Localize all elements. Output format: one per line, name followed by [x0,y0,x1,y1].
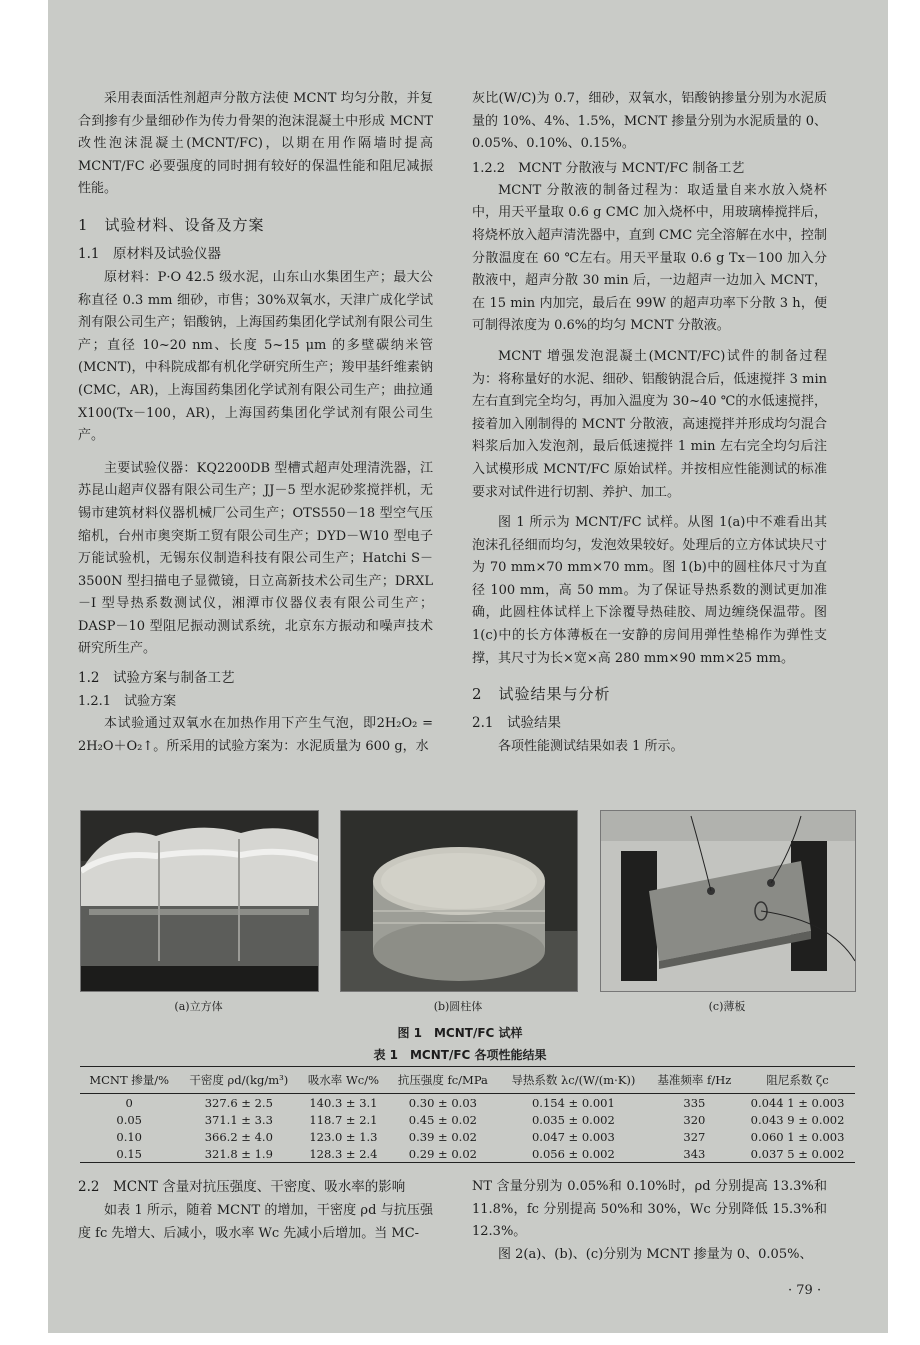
table-cell: 0.05 [116,1112,142,1127]
table-title: 表 1 MCNT/FC 各项性能结果 [373,1048,547,1062]
bottom-right-column [472,1176,827,1266]
table-header: MCNT 掺量/% [80,1067,178,1094]
figure-2-intro: 图 2(a)、(b)、(c)分别为 MCNT 掺量为 0、0.05%、 [498,1246,813,1262]
table-cell: 321.8 ± 1.9 [178,1145,299,1163]
table-cell: 366.2 ± 4.0 [204,1129,273,1144]
table-header-row [80,1067,855,1094]
table-cell: 0.056 ± 0.002 [498,1145,648,1163]
bottom-left-column [78,1176,433,1245]
table-cell: 0.154 ± 0.001 [531,1095,615,1110]
table-cell: 0.060 1 ± 0.003 [750,1129,845,1144]
figure-description-paragraph: 图 1 所示为 MCNT/FC 试样。从图 1(a)中不难看出其泡沫孔径细而均匀，发泡效果较好。处理后的立方体试块尺寸为 70 mm×70 mm×70 mm。图 1(b)中的圆柱体尺寸为直径 100 mm，高 50 mm。为了保证导热系数的测试更加准确，此圆柱体试样上下涂覆导热硅胶、周边缠绕保温带。图 1(c)中的长方体薄板在一安静的房间用弹性垫棉作为弹性支撑，其尺寸为长×宽×高 280 mm×90 mm×25 mm。 [472,515,827,666]
table-cell: 371.1 ± 3.3 [204,1112,273,1127]
section-2-1-heading: 2.1 试验结果 [472,715,561,732]
table-cell: 118.7 ± 2.1 [309,1112,378,1127]
table-row [80,1111,855,1128]
figure-1 [80,810,855,1013]
table-cell: 0.043 9 ± 0.002 [750,1112,845,1127]
section-2-2-heading: 2.2 MCNT 含量对抗压强度、干密度、吸水率的影响 [78,1179,406,1195]
table-cell: 0.39 ± 0.02 [408,1129,477,1144]
section-1-heading: 1 试验材料、设备及方案 [78,215,265,234]
page-number: · 79 · [788,1283,822,1298]
table-header: 吸水率 Wc/% [299,1067,387,1094]
scheme-paragraph: 本试验通过双氧水在加热作用下产生气泡，即2H₂O₂ = 2H₂O＋O₂↑。所采用的试验方案为：水泥质量为 600 g，水 [78,716,433,754]
preparation-paragraph: MCNT 增强发泡混凝土(MCNT/FC)试件的制备过程为：将称量好的水泥、细砂、铝酸钠混合后，低速搅拌 3 min 左右直到完全均匀，再加入温度为 30~40 ℃的水低速搅拌，接着加入刚制得的 MCNT 分散液，高速搅拌并形成均匀混合料浆后加入发泡剂，最后低速搅拌 1 min 左右完全均匀后注入试模形成 MCNT/FC 原始试样。并按相应性能测试的标准要求对试件进行切割、养护、加工。 [472,348,827,500]
section-1-1-heading: 1.1 原材料及试验仪器 [78,245,221,262]
table-cell: 0.037 5 ± 0.002 [740,1145,855,1163]
table-cell: 140.3 ± 3.1 [309,1095,378,1110]
table-cell: 128.3 ± 2.4 [299,1145,387,1163]
table-header: 导热系数 λc/(W/(m·K)) [498,1067,648,1094]
table-row [80,1094,855,1112]
dispersion-paragraph: MCNT 分散液的制备过程为：取适量自来水放入烧杯中，用天平量取 0.6 g CMC 加入烧杯中，用玻璃棒搅拌后，将烧杯放入超声清洗器中，直到 CMC 完全溶解在水中，控制分散温度在 60 ℃左右。用天平量取 0.6 g Tx－100 加入分散液中，超声分散 30 min 后，一边超声一边加入 MCNT，在 15 min 内加完，最后在 99W 的超声功率下分散 3 h，便可制得浓度为 0.6%的均匀 MCNT 分散液。 [472,182,827,334]
caption-a: (a)立方体 [174,1000,223,1013]
section-1-2-1-heading: 1.2.1 试验方案 [78,694,177,710]
section-2-2-continued: NT 含量分别为 0.05%和 0.10%时，ρd 分别提高 13.3%和 11.8%，fc 分别提高 50%和 30%，Wc 分别降低 15.3%和 12.3%。 [472,1179,827,1240]
instruments-paragraph: 主要试验仪器：KQ2200DB 型槽式超声处理清洗器，江苏昆山超声仪器有限公司生产；JJ－5 型水泥砂浆搅拌机，无锡市建筑材料仪器机械厂公司生产；OTS550－18 型空气压缩机，台州市奥突斯工贸有限公司生产；DYD－W10 型电子万能试验机，无锡东仪制造科技有限公司生产；Hatchi S－3500N 型扫描电子显微镜，日立高新技术公司生产；DRXL－I 型导热系数测试仪，湘潭市仪器仪表有限公司生产；DASP－10 型阻尼振动测试系统，北京东方振动和噪声技术研究所生产。 [78,460,433,657]
left-column [78,88,433,758]
table-header: 阻尼系数 ζc [740,1067,855,1094]
table-cell: 0.15 [80,1145,178,1163]
results-table [80,1066,855,1163]
table-cell: 123.0 ± 1.3 [309,1129,378,1144]
table-cell: 320 [683,1112,706,1127]
caption-c: (c)薄板 [708,1000,746,1013]
table-row [80,1128,855,1145]
table-cell: 0 [125,1095,133,1110]
table-header: 抗压强度 fc/MPa [388,1067,499,1094]
section-2-2-paragraph: 如表 1 所示，随着 MCNT 的增加，干密度 ρd 与抗压强度 fc 先增大、后减小，吸水率 Wc 先减小后增加。当 MC- [78,1203,433,1241]
section-2-heading: 2 试验结果与分析 [472,685,611,704]
table-cell: 0.45 ± 0.02 [408,1112,477,1127]
right-column [472,88,827,759]
table-cell: 343 [649,1145,740,1163]
photo-cylinder [340,810,578,992]
table-cell: 0.044 1 ± 0.003 [750,1095,845,1110]
table-header: 基准频率 f/Hz [649,1067,740,1094]
table-cell: 327.6 ± 2.5 [204,1095,273,1110]
table-header: 干密度 ρd/(kg/m³) [178,1067,299,1094]
intro-paragraph: 采用表面活性剂超声分散方法使 MCNT 均匀分散，并复合到掺有少量细砂作为传力骨架的泡沫混凝土中形成 MCNT 改性泡沫混凝土(MCNT/FC)，以期在用作隔墙时提高 MCNT/FC 必要强度的同时拥有较好的保温性能和阻尼减振性能。 [78,91,433,197]
table-row [80,1145,855,1163]
section-1-2-2-heading: 1.2.2 MCNT 分散液与 MCNT/FC 制备工艺 [472,160,745,176]
table-cell: 0.047 ± 0.003 [531,1129,615,1144]
table-cell: 0.29 ± 0.02 [388,1145,499,1163]
table-cell: 335 [683,1095,706,1110]
materials-paragraph: 原材料：P·O 42.5 级水泥，山东山水集团生产；最大公称直径 0.3 mm 细砂，市售；30%双氧水，天津广成化学试剂有限公司生产；铝酸钠，上海国药集团化学试剂有限公司生产；直径 10~20 nm、长度 5~15 μm 的多壁碳纳米管(MCNT)，中科院成都有机化学研究所生产；羧甲基纤维素钠(CMC，AR)，上海国药集团化学试剂有限公司生产；曲拉通 X100(Tx－100，AR)，上海国药集团化学试剂有限公司生产。 [78,269,433,444]
photo-plate [600,810,856,992]
table-cell: 0.035 ± 0.002 [531,1112,615,1127]
scheme-continued: 灰比(W/C)为 0.7，细砂，双氧水，铝酸钠掺量分别为水泥质量的 10%、4%、1.5%，MCNT 掺量分别为水泥质量的 0、0.05%、0.10%、0.15%。 [472,91,827,152]
figure-title: 图 1 MCNT/FC 试样 [397,1026,523,1040]
caption-b: (b)圆柱体 [433,1000,483,1013]
section-1-2-heading: 1.2 试验方案与制备工艺 [78,670,235,687]
table-cell: 0.10 [116,1129,142,1144]
photo-cube [80,810,319,992]
table-cell: 0.30 ± 0.03 [408,1095,477,1110]
results-intro: 各项性能测试结果如表 1 所示。 [498,739,684,755]
table-cell: 327 [683,1129,706,1144]
